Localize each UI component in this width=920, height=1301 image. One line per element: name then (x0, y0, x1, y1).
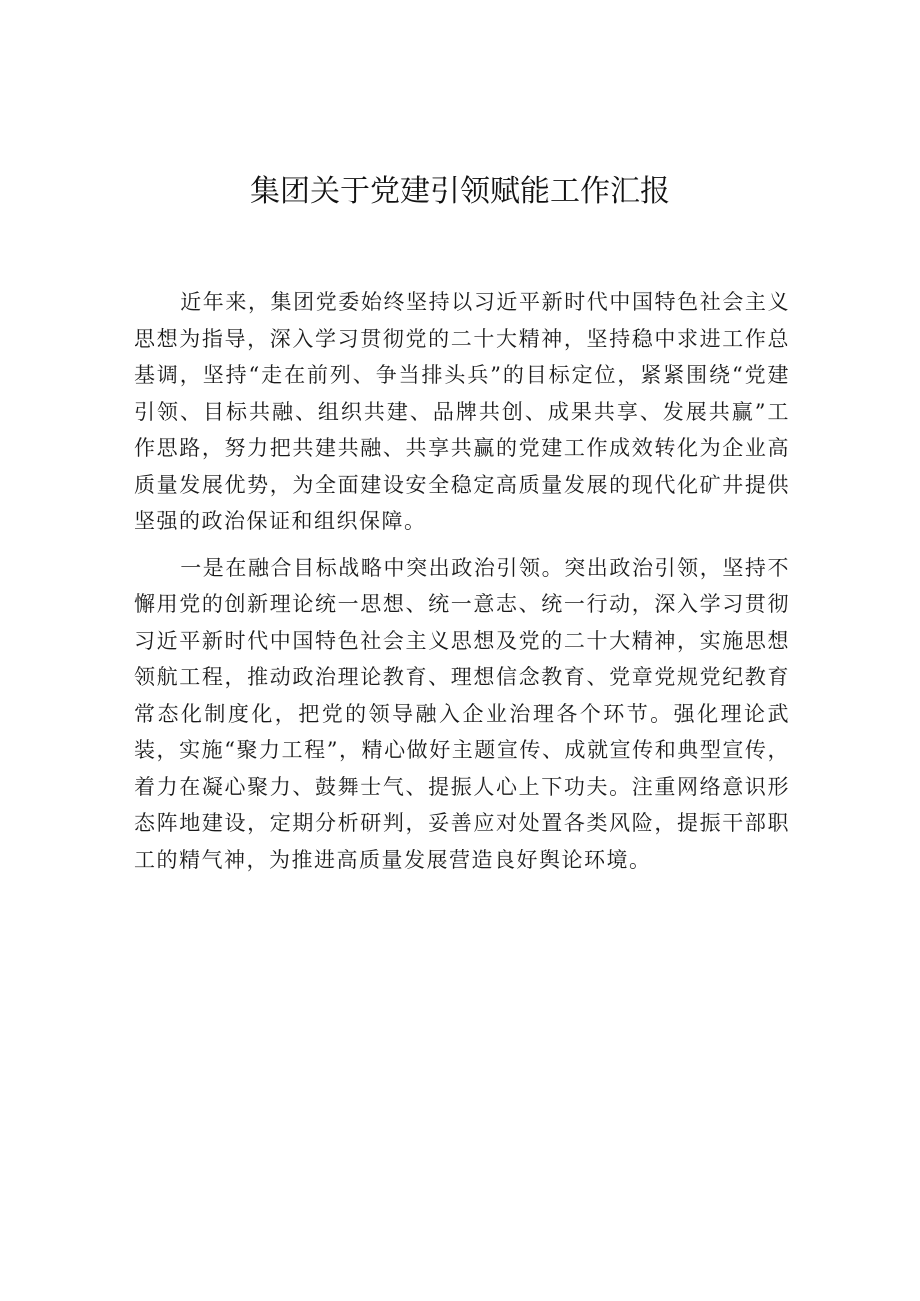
paragraph-intro: 近年来，集团党委始终坚持以习近平新时代中国特色社会主义思想为指导，深入学习贯彻党的二十大精神，坚持稳中求进工作总基调，坚持“走在前列、争当排头兵”的目标定位，紧紧围绕“党建引领、目标共融、组织共建、品牌共创、成果共享、发展共赢”工作思路，努力把共建共融、共享共赢的党建工作成效转化为企业高质量发展优势，为全面建设安全稳定高质量发展的现代化矿井提供坚强的政治保证和组织保障。 (134, 290, 790, 533)
document-body (134, 284, 790, 878)
document-title: 集团关于党建引领赋能工作汇报 (250, 174, 670, 209)
paragraph-political-leadership: 一是在融合目标战略中突出政治引领。突出政治引领，坚持不懈用党的创新理论统一思想、统一意志、统一行动，深入学习贯彻习近平新时代中国特色社会主义思想及党的二十大精神，实施思想领航工程，推动政治理论教育、理想信念教育、党章党规党纪教育常态化制度化，把党的领导融入企业治理各个环节。强化理论武装，实施“聚力工程”，精心做好主题宣传、成就宣传和典型宣传，着力在凝心聚力、鼓舞士气、提振人心上下功夫。注重网络意识形态阵地建设，定期分析研判，妥善应对处置各类风险，提振干部职工的精气神，为推进高质量发展营造良好舆论环境。 (134, 555, 790, 872)
